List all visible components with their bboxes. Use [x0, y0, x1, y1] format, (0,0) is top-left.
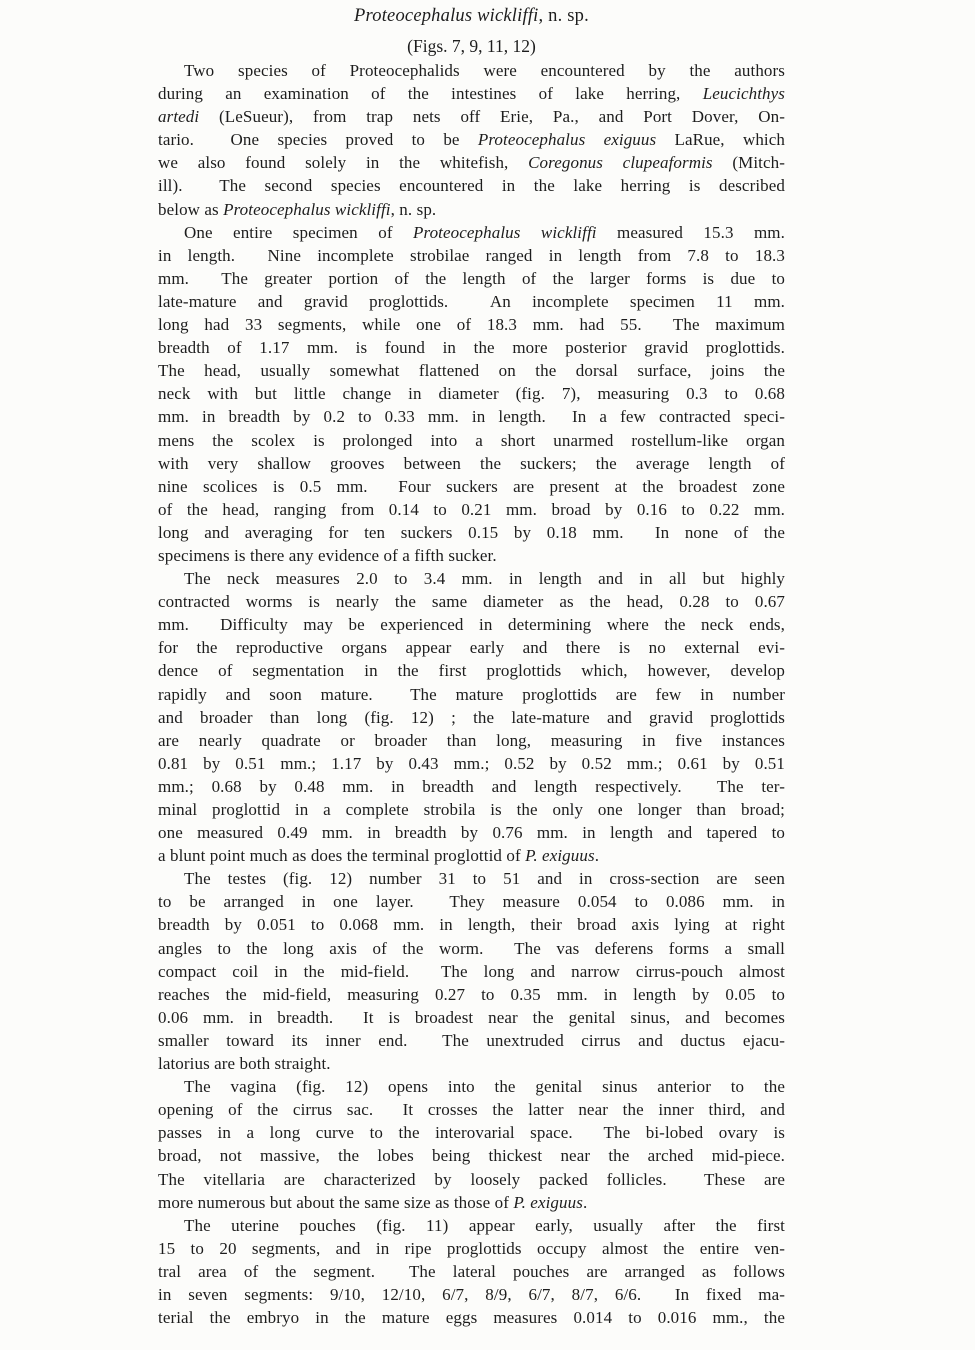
text-run: The vagina (fig. 12) opens into the genital sinus anterior to the: [184, 1077, 785, 1097]
text-body: [158, 59, 785, 1329]
text-run: The vitellaria are characterized by loosely packed follicles. These are: [158, 1169, 785, 1189]
text-run: breadth by 0.051 to 0.068 mm. in length, their broad axis lying at right: [158, 915, 785, 935]
italic-text-run: Proteocephalus wickliffi: [354, 6, 539, 26]
body-paragraph: [158, 867, 785, 1075]
text-run: specimens is there any evidence of a fifth sucker.: [158, 545, 497, 565]
text-run: of the head, ranging from 0.14 to 0.21 mm. broad by 0.16 to 0.22 mm.: [158, 499, 785, 519]
italic-text-run: Coregonus clupeaformis: [528, 153, 713, 173]
text-run: neck with but little change in diameter (fig. 7), measuring 0.3 to 0.68: [158, 384, 785, 404]
text-line: [158, 1052, 785, 1075]
text-line: [158, 267, 785, 290]
text-line: [158, 359, 785, 382]
text-line: [158, 659, 785, 682]
text-line: [158, 913, 785, 936]
italic-text-run: Proteocephalus exiguus: [477, 130, 657, 150]
text-line: [158, 844, 785, 867]
text-line: [158, 544, 785, 567]
text-line: [158, 729, 785, 752]
text-run: reaches the mid-field, measuring 0.27 to 0.35 mm. in length by 0.05 to: [158, 984, 785, 1004]
italic-text-run: Leucichthys: [702, 84, 785, 104]
text-run: breadth of 1.17 mm. is found in the more posterior gravid proglottids.: [158, 338, 785, 358]
italic-text-run: P. exiguus: [513, 1192, 583, 1212]
text-run: below as: [158, 199, 224, 219]
text-line: [158, 1029, 785, 1052]
text-run: The head, usually somewhat flattened on the dorsal surface, joins the: [158, 361, 785, 381]
text-run: latorius are both straight.: [158, 1054, 331, 1074]
text-run: are nearly quadrate or broader than long, measuring in five instances: [158, 730, 785, 750]
text-line: [158, 1121, 785, 1144]
text-line: [158, 59, 785, 82]
text-run: (Mitch-: [712, 153, 785, 173]
text-line: [158, 475, 785, 498]
text-run: dence of segmentation in the first proglottids which, however, develop: [158, 661, 785, 681]
body-paragraph: [158, 1214, 785, 1329]
text-line: [158, 821, 785, 844]
text-run: 0.81 by 0.51 mm.; 1.17 by 0.43 mm.; 0.52 by 0.52 mm.; 0.61 by 0.51: [158, 753, 785, 773]
text-line: [158, 1260, 785, 1283]
text-run: Two species of Proteocephalids were encountered by the authors: [184, 61, 785, 80]
text-line: [158, 1237, 785, 1260]
text-run: minal proglottid in a complete strobila is the only one longer than broad;: [158, 800, 785, 819]
text-run: mm. Difficulty may be experienced in determining where the neck ends,: [158, 615, 785, 635]
text-run: 0.06 mm. in breadth. It is broadest near the genital sinus, and becomes: [158, 1007, 785, 1027]
text-line: [158, 752, 785, 775]
text-run: , n. sp.: [390, 199, 437, 219]
text-run: smaller toward its inner end. The unextruded cirrus and ductus ejacu-: [158, 1030, 785, 1050]
text-line: [158, 1283, 785, 1306]
text-line: [158, 613, 785, 636]
page-content: [158, 0, 785, 1329]
italic-text-run: artedi: [158, 107, 200, 127]
text-run: passes in a long curve to the interovarial space. The bi-lobed ovary is: [158, 1123, 785, 1143]
text-line: [158, 521, 785, 544]
body-paragraph: [158, 1075, 785, 1214]
text-line: [158, 1191, 785, 1214]
text-run: late-mature and gravid proglottids. An incomplete specimen 11 mm.: [158, 291, 785, 311]
text-run: with very shallow grooves between the suckers; the average length of: [158, 453, 785, 473]
text-run: mm. The greater portion of the length of the larger forms is due to: [158, 268, 785, 288]
text-line: [158, 937, 785, 960]
text-run: to be arranged in one layer. They measure 0.054 to 0.086 mm. in: [158, 892, 785, 912]
text-line: [158, 1075, 785, 1098]
text-line: [158, 1168, 785, 1191]
text-run: long and averaging for ten suckers 0.15 by 0.18 mm. In none of the: [158, 522, 785, 542]
italic-text-run: Proteocephalus wickliffi: [223, 199, 391, 219]
text-run: The uterine pouches (fig. 11) appear early, usually after the first: [184, 1215, 785, 1235]
text-run: 15 to 20 segments, and in ripe proglottids occupy almost the entire ven-: [158, 1238, 785, 1258]
text-run: mens the scolex is prolonged into a short unarmed rostellum-like organ: [158, 430, 785, 450]
text-run: a blunt point much as does the terminal proglottid of: [158, 846, 526, 866]
text-line: [158, 683, 785, 706]
text-run: in seven segments: 9/10, 12/10, 6/7, 8/9, 6/7, 8/7, 6/6. In fixed ma-: [158, 1284, 785, 1304]
text-line: [158, 221, 785, 244]
text-run: rapidly and soon mature. The mature proglottids are few in number: [158, 684, 785, 704]
text-run: mm.; 0.68 by 0.48 mm. in breadth and length respectively. The ter-: [158, 776, 785, 796]
text-run: terial the embryo in the mature eggs measures 0.014 to 0.016 mm., the: [158, 1308, 785, 1328]
text-line: [158, 867, 785, 890]
text-line: [158, 313, 785, 336]
text-run: opening of the cirrus sac. It crosses the latter near the inner third, and: [158, 1100, 785, 1120]
text-line: [158, 82, 785, 105]
text-line: [158, 706, 785, 729]
text-run: measured 15.3 mm.: [596, 222, 785, 242]
text-run: .: [594, 846, 600, 866]
italic-text-run: Proteocephalus wickliffi: [413, 222, 597, 242]
text-line: [158, 590, 785, 613]
text-run: during an examination of the intestines of lake herring,: [158, 84, 703, 104]
text-run: tario. One species proved to be: [158, 130, 478, 150]
text-line: [158, 498, 785, 521]
text-line: [158, 1098, 785, 1121]
text-line: [158, 244, 785, 267]
text-run: One entire specimen of: [184, 222, 414, 242]
body-paragraph: [158, 567, 785, 867]
text-line: [158, 775, 785, 798]
text-run: compact coil in the mid-field. The long and narrow cirrus-pouch almost: [158, 961, 785, 981]
text-run: The neck measures 2.0 to 3.4 mm. in length and in all but highly: [184, 569, 785, 589]
text-line: [158, 636, 785, 659]
page-title: [158, 0, 785, 27]
text-line: [158, 1306, 785, 1329]
body-paragraph: [158, 221, 785, 567]
text-run: broad, not massive, the lobes being thickest near the arched mid-piece.: [158, 1146, 785, 1166]
text-line: [158, 336, 785, 359]
text-run: tral area of the segment. The lateral pouches are arranged as follows: [158, 1261, 785, 1281]
text-run: and broader than long (fig. 12) ; the late-mature and gravid proglottids: [158, 707, 785, 727]
text-line: [158, 1214, 785, 1237]
text-run: one measured 0.49 mm. in breadth by 0.76 mm. in length and tapered to: [158, 823, 785, 843]
text-run: , n. sp.: [538, 6, 589, 26]
text-line: [158, 174, 785, 197]
text-run: LaRue, which: [656, 130, 785, 150]
text-line: [158, 890, 785, 913]
text-run: contracted worms is nearly the same diameter as the head, 0.28 to 0.67: [158, 592, 785, 612]
text-run: long had 33 segments, while one of 18.3 mm. had 55. The maximum: [158, 315, 785, 335]
text-line: [158, 105, 785, 128]
text-run: angles to the long axis of the worm. The vas deferens forms a small: [158, 938, 785, 958]
text-run: in length. Nine incomplete strobilae ranged in length from 7.8 to 18.3: [158, 245, 785, 265]
body-paragraph: [158, 59, 785, 221]
text-line: [158, 290, 785, 313]
text-line: [158, 567, 785, 590]
text-line: [158, 983, 785, 1006]
text-line: [158, 452, 785, 475]
text-line: [158, 429, 785, 452]
text-run: for the reproductive organs appear early and there is no external evi-: [158, 638, 785, 658]
text-line: [158, 1006, 785, 1029]
text-run: (LeSueur), from trap nets off Erie, Pa., and Port Dover, On-: [199, 107, 785, 127]
text-line: [158, 405, 785, 428]
text-line: [158, 151, 785, 174]
text-run: .: [582, 1192, 588, 1212]
text-line: [158, 128, 785, 151]
text-run: we also found solely in the whitefish,: [158, 153, 529, 173]
text-run: more numerous but about the same size as those of: [158, 1192, 514, 1212]
text-run: The testes (fig. 12) number 31 to 51 and in cross-section are seen: [184, 869, 785, 889]
text-run: ill). The second species encountered in the lake herring is described: [158, 176, 785, 196]
text-run: nine scolices is 0.5 mm. Four suckers are present at the broadest zone: [158, 476, 785, 496]
text-line: [158, 960, 785, 983]
text-line: [158, 382, 785, 405]
figure-reference: (Figs. 7, 9, 11, 12): [407, 36, 536, 56]
italic-text-run: P. exiguus: [525, 846, 595, 866]
text-line: [158, 798, 785, 821]
text-line: [158, 198, 785, 221]
text-run: mm. in breadth by 0.2 to 0.33 mm. in length. In a few contracted speci-: [158, 407, 785, 427]
text-line: [158, 1144, 785, 1167]
